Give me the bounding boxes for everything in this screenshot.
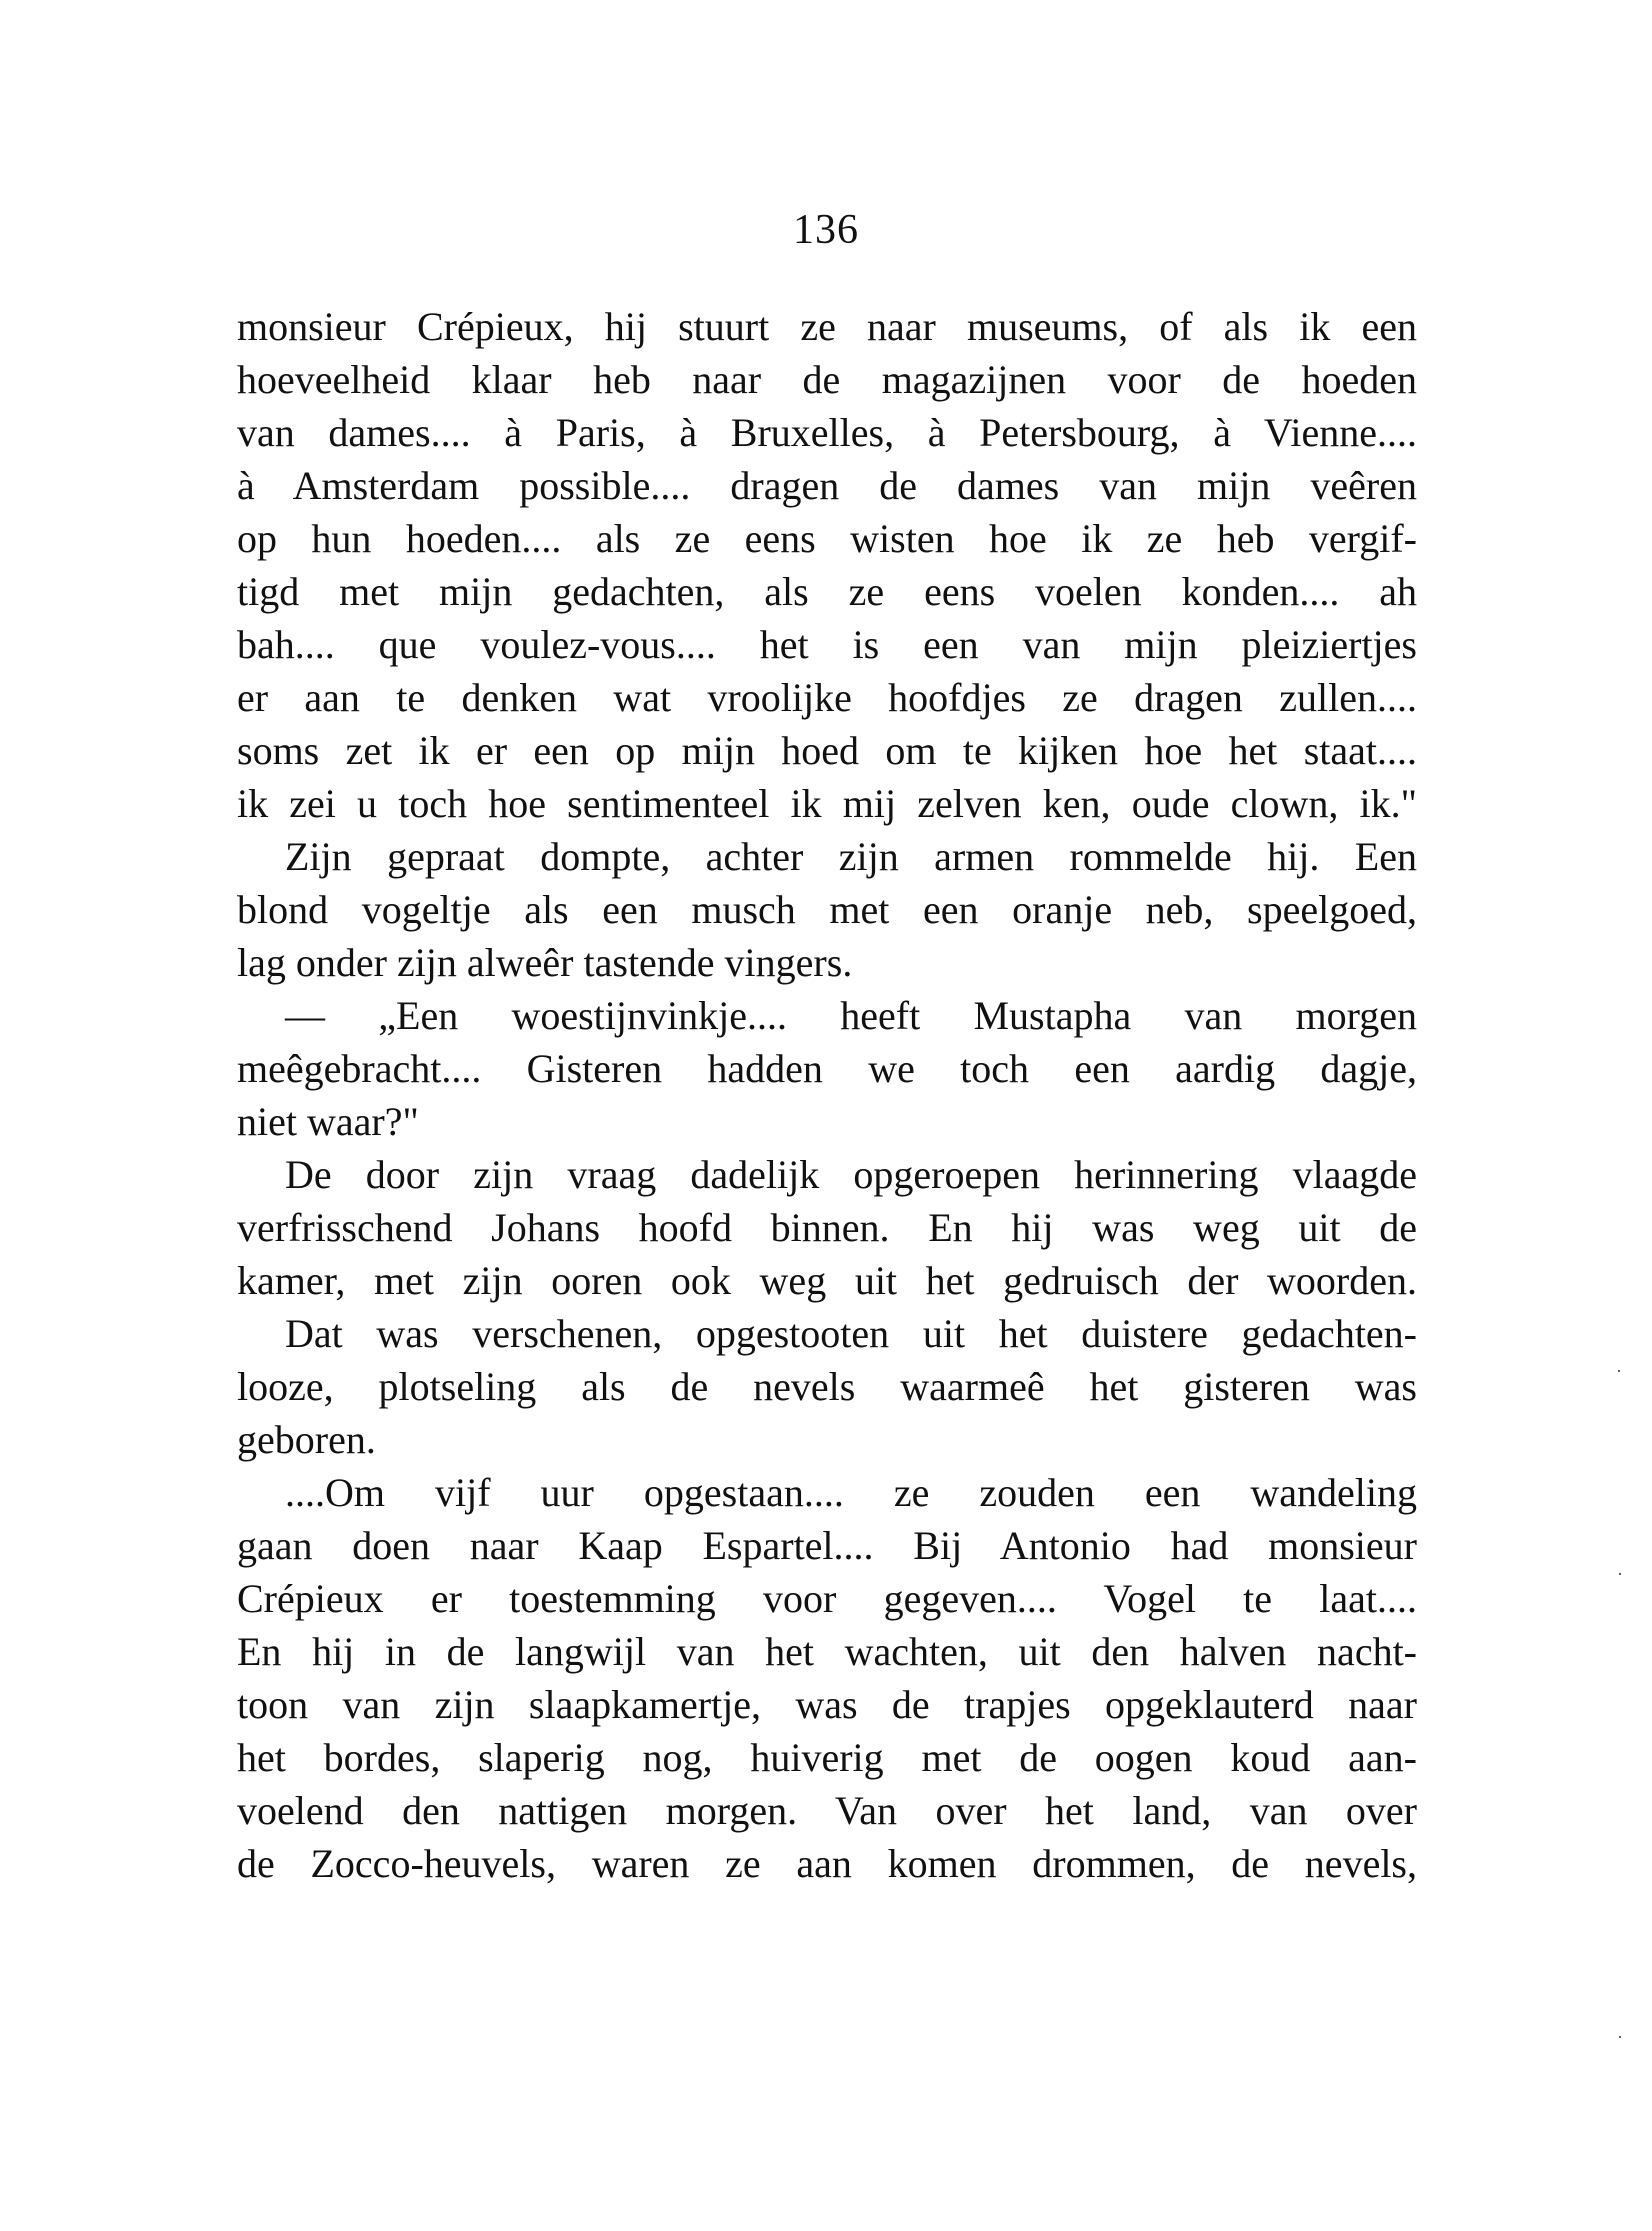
scan-speck: · (1617, 2027, 1623, 2047)
text-line: De door zijn vraag dadelijk opgeroepen herinnering vlaagde (285, 1152, 1417, 1197)
text-line: Dat was verschenen, opgestooten uit het duistere gedachten- (285, 1311, 1417, 1356)
text-line: En hij in de langwijl van het wachten, uit den halven nacht- (237, 1629, 1417, 1674)
scan-speck: · (1617, 1564, 1623, 1584)
text-line: van dames.... à Paris, à Bruxelles, à Petersbourg, à Vienne.... (237, 410, 1417, 455)
text-line: verfrisschend Johans hoofd binnen. En hij was weg uit de (237, 1205, 1417, 1250)
text-line: ....Om vijf uur opgestaan.... ze zouden een wandeling (285, 1470, 1417, 1515)
text-line: kamer, met zijn ooren ook weg uit het gedruisch der woorden. (237, 1258, 1417, 1303)
text-line: hoeveelheid klaar heb naar de magazijnen voor de hoeden (237, 357, 1417, 402)
text-line: — „Een woestijnvinkje.... heeft Mustapha van morgen (285, 993, 1417, 1038)
text-line: lag onder zijn alweêr tastende vingers. (237, 940, 853, 985)
text-line: ik zei u toch hoe sentimenteel ik mij zelven ken, oude clown, ik." (237, 781, 1417, 826)
body-text (237, 300, 1417, 1890)
text-line: Zijn gepraat dompte, achter zijn armen rommelde hij. Een (285, 834, 1417, 879)
text-line: meêgebracht.... Gisteren hadden we toch een aardig dagje, (237, 1046, 1417, 1091)
text-line: tigd met mijn gedachten, als ze eens voelen konden.... ah (237, 569, 1417, 614)
text-line: de Zocco-heuvels, waren ze aan komen drommen, de nevels, (237, 1841, 1417, 1886)
text-line: looze, plotseling als de nevels waarmeê het gisteren was (237, 1364, 1417, 1409)
text-line: monsieur Crépieux, hij stuurt ze naar museums, of als ik een (237, 304, 1417, 349)
text-line: Crépieux er toestemming voor gegeven.... Vogel te laat.... (237, 1576, 1417, 1621)
text-line: op hun hoeden.... als ze eens wisten hoe ik ze heb vergif- (237, 516, 1417, 561)
text-line: gaan doen naar Kaap Espartel.... Bij Antonio had monsieur (237, 1523, 1417, 1568)
page-number: 136 (793, 207, 859, 253)
text-line: blond vogeltje als een musch met een oranje neb, speelgoed, (237, 887, 1417, 932)
text-line: er aan te denken wat vroolijke hoofdjes ze dragen zullen.... (237, 675, 1417, 720)
text-line: toon van zijn slaapkamertje, was de trapjes opgeklauterd naar (237, 1682, 1417, 1727)
text-line: bah.... que voulez-vous.... het is een van mijn pleiziertjes (237, 622, 1417, 667)
text-line: niet waar?" (237, 1099, 419, 1144)
text-line: voelend den nattigen morgen. Van over het land, van over (237, 1788, 1417, 1833)
text-line: het bordes, slaperig nog, huiverig met de oogen koud aan- (237, 1735, 1417, 1780)
scan-speck: · (1616, 1361, 1622, 1381)
text-line: soms zet ik er een op mijn hoed om te kijken hoe het staat.... (237, 728, 1417, 773)
text-line: à Amsterdam possible.... dragen de dames van mijn veêren (237, 463, 1417, 508)
text-line: geboren. (237, 1417, 376, 1462)
